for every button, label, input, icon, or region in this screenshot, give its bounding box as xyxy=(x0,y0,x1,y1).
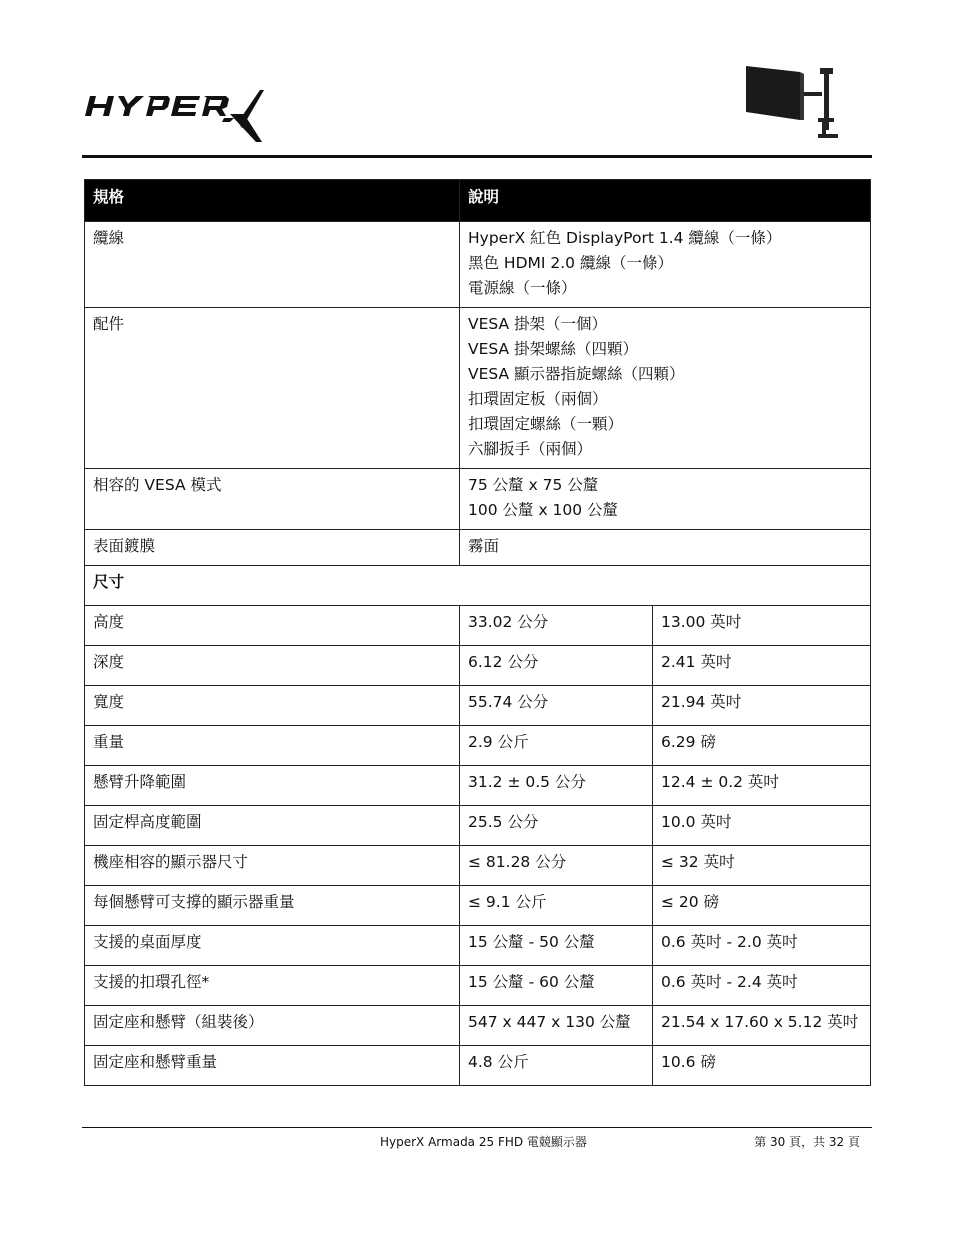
header-description: 說明 xyxy=(460,180,871,222)
section-title-dimensions: 尺寸 xyxy=(85,566,871,606)
value-line: 電源線（一條） xyxy=(468,279,577,297)
dimension-metric: ≤ 81.28 公分 xyxy=(460,846,653,886)
monitor-on-arm-icon xyxy=(742,62,842,142)
dimension-imperial: 0.6 英吋 - 2.0 英吋 xyxy=(653,926,871,966)
table-row xyxy=(85,886,871,926)
header-rule xyxy=(82,155,872,158)
row-value xyxy=(460,308,871,469)
value-line: VESA 顯示器指旋螺絲（四顆） xyxy=(468,365,685,383)
row-value xyxy=(460,530,871,566)
footer-rule xyxy=(82,1127,872,1128)
row-label: 纜線 xyxy=(85,222,460,308)
footer-title: HyperX Armada 25 FHD 電競顯示器 xyxy=(380,1135,587,1149)
value-line: VESA 掛架螺絲（四顆） xyxy=(468,340,639,358)
table-row xyxy=(85,606,871,646)
dimension-label: 支援的桌面厚度 xyxy=(85,926,460,966)
table-row xyxy=(85,806,871,846)
dimension-label: 固定座和懸臂（組裝後） xyxy=(85,1006,460,1046)
dimension-label: 固定座和懸臂重量 xyxy=(85,1046,460,1086)
dimension-imperial: 21.94 英吋 xyxy=(653,686,871,726)
dimension-imperial: 10.0 英吋 xyxy=(653,806,871,846)
page-number: 第 30 頁，共 32 頁 xyxy=(754,1135,860,1149)
dimension-metric: 6.12 公分 xyxy=(460,646,653,686)
dimension-metric: 55.74 公分 xyxy=(460,686,653,726)
dimension-imperial: 13.00 英吋 xyxy=(653,606,871,646)
hyperx-logo xyxy=(84,88,274,148)
dimension-imperial: 2.41 英吋 xyxy=(653,646,871,686)
dimension-label: 支援的扣環孔徑* xyxy=(85,966,460,1006)
table-row xyxy=(85,530,871,566)
value-line: 扣環固定板（兩個） xyxy=(468,390,608,408)
dimension-metric: ≤ 9.1 公斤 xyxy=(460,886,653,926)
dimension-imperial: 21.54 x 17.60 x 5.12 英吋 xyxy=(653,1006,871,1046)
dimension-metric: 2.9 公斤 xyxy=(460,726,653,766)
table-row xyxy=(85,1046,871,1086)
table-row xyxy=(85,686,871,726)
row-value xyxy=(460,222,871,308)
dimension-imperial: 6.29 磅 xyxy=(653,726,871,766)
dimension-label: 深度 xyxy=(85,646,460,686)
dimension-label: 高度 xyxy=(85,606,460,646)
value-line: 扣環固定螺絲（一顆） xyxy=(468,415,624,433)
table-row xyxy=(85,966,871,1006)
dimension-metric: 25.5 公分 xyxy=(460,806,653,846)
table-row xyxy=(85,469,871,530)
dimension-imperial: 0.6 英吋 - 2.4 英吋 xyxy=(653,966,871,1006)
dimension-label: 每個懸臂可支撐的顯示器重量 xyxy=(85,886,460,926)
dimension-label: 固定桿高度範圍 xyxy=(85,806,460,846)
dimension-label: 寬度 xyxy=(85,686,460,726)
table-row xyxy=(85,766,871,806)
table-row xyxy=(85,926,871,966)
table-row xyxy=(85,726,871,766)
table-row xyxy=(85,308,871,469)
table-row xyxy=(85,846,871,886)
row-label: 相容的 VESA 模式 xyxy=(85,469,460,530)
dimension-metric: 4.8 公斤 xyxy=(460,1046,653,1086)
dimension-imperial: 12.4 ± 0.2 英吋 xyxy=(653,766,871,806)
dimension-metric: 31.2 ± 0.5 公分 xyxy=(460,766,653,806)
dimension-metric: 547 x 447 x 130 公釐 xyxy=(460,1006,653,1046)
value-line: 六腳扳手（兩個） xyxy=(468,440,593,458)
value-line: 黑色 HDMI 2.0 纜線（一條） xyxy=(468,254,673,272)
dimension-metric: 15 公釐 - 50 公釐 xyxy=(460,926,653,966)
row-value xyxy=(460,469,871,530)
dimension-label: 機座相容的顯示器尺寸 xyxy=(85,846,460,886)
value-line: HyperX 紅色 DisplayPort 1.4 纜線（一條） xyxy=(468,229,782,247)
value-line: 霧面 xyxy=(468,537,500,555)
table-header-row xyxy=(85,180,871,222)
dimension-label: 重量 xyxy=(85,726,460,766)
table-row xyxy=(85,646,871,686)
dimension-label: 懸臂升降範圍 xyxy=(85,766,460,806)
dimension-imperial: ≤ 20 磅 xyxy=(653,886,871,926)
dimension-imperial: 10.6 磅 xyxy=(653,1046,871,1086)
dimension-metric: 15 公釐 - 60 公釐 xyxy=(460,966,653,1006)
dimensions-body xyxy=(85,606,871,1086)
value-line: 75 公釐 x 75 公釐 xyxy=(468,476,599,494)
row-label: 配件 xyxy=(85,308,460,469)
table-row xyxy=(85,1006,871,1046)
dimension-imperial: ≤ 32 英吋 xyxy=(653,846,871,886)
table-row xyxy=(85,222,871,308)
value-line: 100 公釐 x 100 公釐 xyxy=(468,501,619,519)
header-spec: 規格 xyxy=(85,180,460,222)
dimension-metric: 33.02 公分 xyxy=(460,606,653,646)
row-label: 表面鍍膜 xyxy=(85,530,460,566)
value-line: VESA 掛架（一個） xyxy=(468,315,608,333)
spec-table xyxy=(84,179,871,1086)
section-row xyxy=(85,566,871,606)
